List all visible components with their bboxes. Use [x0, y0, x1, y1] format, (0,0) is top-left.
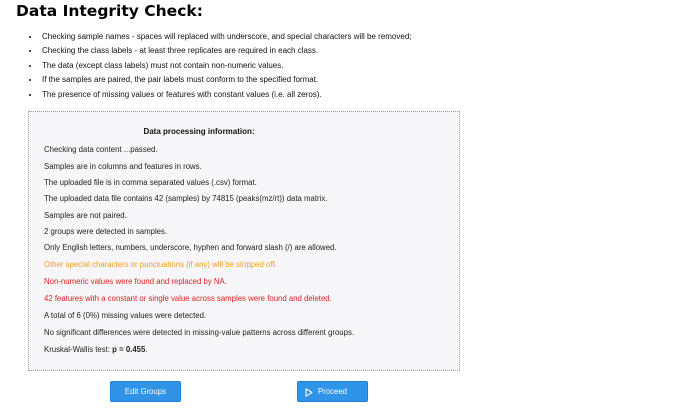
- info-line-missing-total: A total of 6 (0%) missing values were detected.: [44, 311, 207, 320]
- page-title: Data Integrity Check:: [16, 2, 203, 20]
- info-line-format: The uploaded file is in comma separated values (.csv) format.: [44, 178, 257, 187]
- check-item-non-numeric: • The data (except class labels) must not contain non-numeric values.: [40, 59, 412, 73]
- check-item-class-labels: • Checking the class labels - at least three replicates are required in each class.: [40, 44, 412, 58]
- check-item-sample-names: • Checking sample names - spaces will replaced with underscore, and special characters will be removed;: [40, 30, 412, 44]
- info-line-paired: Samples are not paired.: [44, 211, 127, 220]
- info-line-matrix-size: The uploaded data file contains 42 (samples) by 74815 (peaks(mz/rt)) data matrix.: [44, 194, 328, 203]
- proceed-button[interactable]: [297, 381, 368, 402]
- info-line-orientation: Samples are in columns and features in rows.: [44, 162, 202, 171]
- play-icon: [305, 388, 313, 397]
- kruskal-period: .: [145, 345, 148, 354]
- info-line-allowed-chars: Only English letters, numbers, underscore, hyphen and forward slash (/) are allowed.: [44, 243, 337, 252]
- check-item-paired: • If the samples are paired, the pair labels must conform to the specified format.: [40, 73, 412, 87]
- info-line-content-check: Checking data content ...passed.: [44, 145, 158, 154]
- info-line-constant-features-error: 42 features with a constant or single value across samples were found and deleted.: [44, 294, 332, 303]
- check-item-missing-values: • The presence of missing values or features with constant values (i.e. all zeros).: [40, 88, 412, 102]
- info-line-missing-patterns: No significant differences were detected in missing-value patterns across different groups.: [44, 328, 355, 337]
- info-panel-title: Data processing information:: [143, 127, 255, 136]
- edit-groups-label: Edit Groups: [124, 387, 167, 396]
- integrity-check-list: [26, 30, 412, 102]
- edit-groups-button[interactable]: [110, 381, 181, 402]
- info-line-groups: 2 groups were detected in samples.: [44, 227, 168, 236]
- info-line-kruskal-wallis: [44, 345, 148, 354]
- kruskal-p-value: p = 0.455: [112, 345, 146, 354]
- data-processing-info-panel: [28, 111, 460, 371]
- proceed-label: Proceed: [317, 387, 348, 396]
- info-line-special-chars-warning: Other special characters or punctuations (if any) will be stripped off.: [44, 260, 277, 269]
- kruskal-label: Kruskal-Wallis test:: [44, 345, 113, 354]
- info-line-non-numeric-error: Non-numeric values were found and replaced by NA.: [44, 277, 227, 286]
